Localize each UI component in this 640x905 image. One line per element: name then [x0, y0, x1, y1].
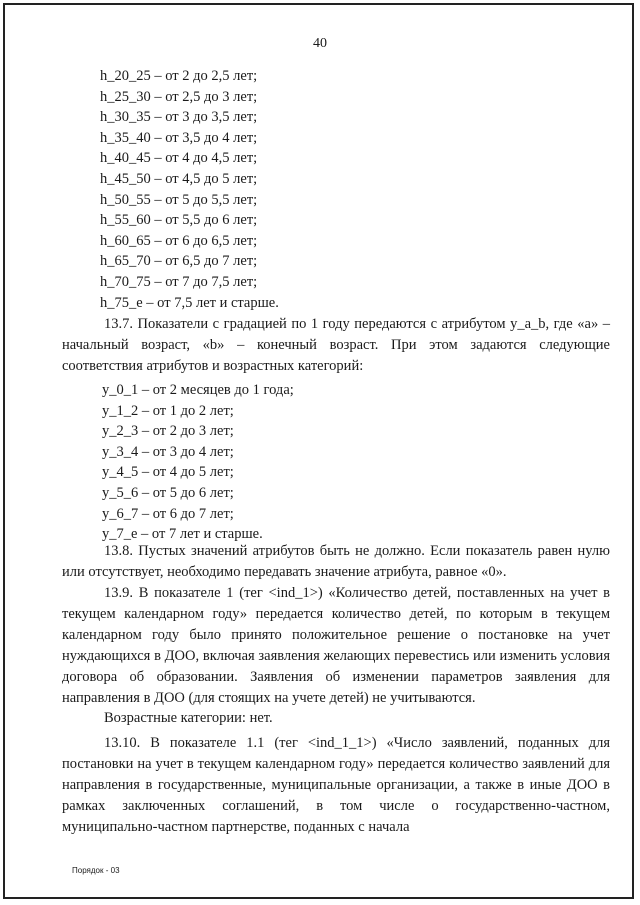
- footer-label: Порядок - 03: [72, 866, 120, 875]
- list-item: y_5_6 – от 5 до 6 лет;: [102, 484, 234, 501]
- list-item: h_50_55 – от 5 до 5,5 лет;: [100, 191, 258, 208]
- paragraph-13-8: [62, 541, 610, 583]
- list-item: y_1_2 – от 1 до 2 лет;: [102, 402, 234, 419]
- list-item: h_60_65 – от 6 до 6,5 лет;: [100, 232, 258, 249]
- list-item: y_0_1 – от 2 месяцев до 1 года;: [102, 382, 294, 398]
- list-item: y_4_5 – от 4 до 5 лет;: [102, 464, 234, 481]
- half-year-age-list: [100, 66, 279, 313]
- list-item: h_40_45 – от 4 до 4,5 лет;: [100, 150, 258, 167]
- list-item: h_20_25 – от 2 до 2,5 лет;: [100, 68, 258, 84]
- paragraph-text: Возрастные категории: нет.: [104, 710, 273, 726]
- year-age-list: [102, 380, 294, 545]
- list-item: h_65_70 – от 6,5 до 7 лет;: [100, 253, 258, 270]
- page-number: 40: [313, 36, 327, 51]
- paragraph-text: 13.8. Пустых значений атрибутов быть не должно. Если показатель равен нулю или отсутствует, необходимо передавать значение атрибута, равное «0».: [62, 543, 610, 580]
- age-categories-note: [62, 708, 610, 729]
- list-item: y_6_7 – от 6 до 7 лет;: [102, 505, 234, 522]
- list-item: h_55_60 – от 5,5 до 6 лет;: [100, 212, 258, 229]
- paragraph-13-7: [62, 314, 610, 377]
- list-item: h_25_30 – от 2,5 до 3 лет;: [100, 88, 258, 105]
- list-item: h_70_75 – от 7 до 7,5 лет;: [100, 273, 258, 290]
- list-item: y_3_4 – от 3 до 4 лет;: [102, 443, 234, 460]
- list-item: y_2_3 – от 2 до 3 лет;: [102, 423, 234, 440]
- list-item: h_45_50 – от 4,5 до 5 лет;: [100, 170, 258, 187]
- paragraph-text: 13.7. Показатели с градацией по 1 году передаются с атрибутом y_a_b, где «а» – начальный возраст, «b» – конечный возраст. При этом задаются следующие соответствия атрибутов и возрастных категорий:: [62, 316, 610, 374]
- paragraph-text: 13.9. В показателе 1 (тег <ind_1>) «Количество детей, поставленных на учет в текущем календарном году» передается количество детей, по которым в текущем календарном году было принято положительное решение о постановке на учет нуждающихся в ДОО, включая заявления желающих перевестись или изменить условия договора об образовании. Заявления об изменении параметров заявления для направления в ДОО (для стоящих на учете детей) не учитываются.: [62, 585, 610, 706]
- list-item: h_30_35 – от 3 до 3,5 лет;: [100, 109, 258, 126]
- paragraph-13-10: [62, 733, 610, 838]
- list-item: y_7_e – от 7 лет и старше.: [102, 526, 263, 543]
- paragraph-13-9: [62, 583, 610, 708]
- list-item: h_75_e – от 7,5 лет и старше.: [100, 294, 279, 311]
- paragraph-text: 13.10. В показателе 1.1 (тег <ind_1_1>) «Число заявлений, поданных для постановки на учет в текущем календарном году» передается количество заявлений для направления в государственные, муниципальные организации, а также в иные ДОО в рамках заключенных соглашений, в том числе о государственно-частном, муниципально-частном партнерстве, поданных с начала: [62, 735, 610, 835]
- list-item: h_35_40 – от 3,5 до 4 лет;: [100, 129, 258, 146]
